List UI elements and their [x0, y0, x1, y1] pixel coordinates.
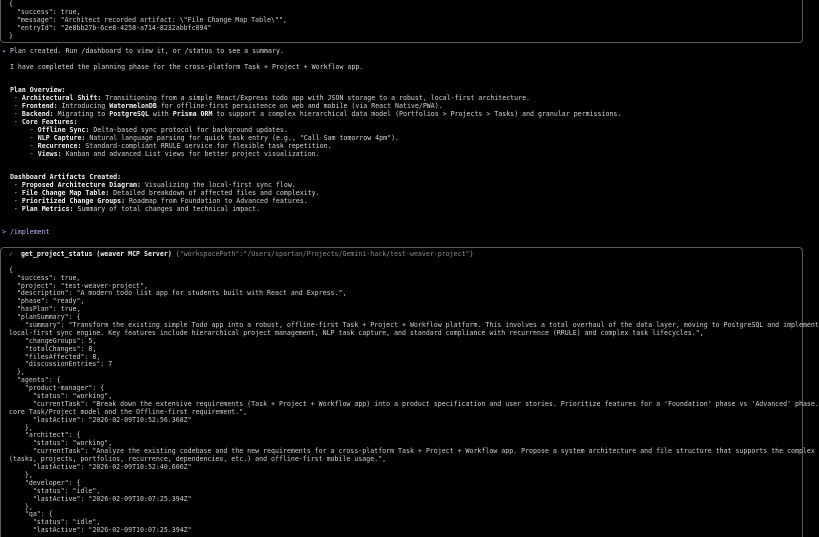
- prompt-icon: >: [2, 228, 6, 237]
- json-line: local-first sync engine. Key features include hierarchical project management, NLP task capture, and standard compliance with recurrence (RRULE) and complex task lifecycles.",: [9, 328, 704, 337]
- plan-overview-heading: Plan Overview:: [9, 86, 66, 95]
- json-line: "entryId": "2e8bb27b-6ce8-4258-a714-8232abbfc094": [9, 23, 212, 32]
- json-line: "currentTask": "Analyze the existing codebase and the new requirements for a cross-platform Task + Project + Workflow app. Propose a system architecture and file structure that supports the complex: [9, 447, 815, 456]
- tool-call-panel: [0, 247, 819, 537]
- json-line: }: [9, 31, 13, 40]
- command-text: /implement: [5, 228, 50, 237]
- status-line-2: [2, 64, 802, 72]
- json-line: "developer": {: [9, 478, 81, 487]
- previous-tool-result-panel: [0, 0, 803, 43]
- json-line: "success": true,: [9, 273, 81, 282]
- json-line: "message": "Architect recorded artifact: \"File Change Map Table\"",: [9, 15, 287, 24]
- dashboard-artifacts-heading: Dashboard Artifacts Created:: [9, 173, 122, 182]
- plan-item: - Core Features:: [9, 118, 78, 127]
- tool-args: {"workspacePath":"/Users/spartan/Projects/Gemini-hack/test-weaver-project"}: [171, 250, 474, 258]
- json-line: {: [9, 0, 13, 8]
- json-line: },: [9, 470, 33, 479]
- json-line: "changeGroups": 5,: [9, 336, 97, 345]
- json-line: core Task/Project model and the Offline-first requirement.",: [9, 407, 248, 416]
- status-text-2: I have completed the planning phase for the cross-platform Task + Project + Workflow app.: [9, 62, 364, 71]
- plan-subitem: - Offline Sync: Delta-based sync protocol for background updates.: [9, 125, 288, 134]
- json-line: (tasks, projects, portfolios, recurrence, dependencies, etc.) and offline-first mobile usage.",: [9, 455, 387, 464]
- tool-result-json: [9, 265, 819, 535]
- user-command: [2, 229, 802, 237]
- json-line: "summary": "Transform the existing simple Todo app into a robust, offline-first Task + Project + Workflow platform. This involves a total overhaul of the data layer, moving to PostgreSQL and implement: [9, 321, 819, 330]
- json-line: "status": "idle",: [9, 486, 101, 495]
- json-line: "lastActive": "2026-02-09T10:52:40.606Z": [9, 463, 192, 472]
- json-line: "description": "A modern todo list app for students built with React and Express.",: [9, 289, 347, 298]
- json-line: "phase": "ready",: [9, 297, 85, 306]
- artifact-item: - Prioritized Change Groups: Roadmap from Foundation to Advanced features.: [2, 196, 308, 205]
- check-icon: ✓: [9, 250, 13, 258]
- json-line: "hasPlan": true,: [9, 305, 81, 314]
- plan-item: - Architectural Shift: Transitioning from a simple React/Express todo app with JSON storage to a robust, local-first architecture.: [9, 94, 531, 103]
- status-line: [2, 48, 802, 56]
- json-line: "lastActive": "2026-02-09T10:52:56.368Z": [9, 415, 192, 424]
- json-line: "status": "working",: [9, 392, 113, 401]
- json-line: "product-manager": {: [9, 384, 105, 393]
- json-line: "filesAffected": 8,: [9, 352, 101, 361]
- json-line: },: [9, 423, 33, 432]
- json-line: "project": "test-weaver-project",: [9, 281, 148, 290]
- tool-name: get_project_status (weaver MCP Server): [20, 250, 172, 258]
- json-line: "qa": {: [9, 510, 53, 519]
- artifact-item: - File Change Map Table: Detailed breakdown of affected files and complexity.: [2, 189, 320, 198]
- json-line: "architect": {: [9, 431, 81, 440]
- json-line: "totalChanges": 8,: [9, 344, 97, 353]
- plan-subitem: - NLP Capture: Natural language parsing for quick task entry (e.g., "Call Sam tomorrow 4pm").: [9, 133, 400, 142]
- artifact-item: - Proposed Architecture Diagram: Visualizing the local-first sync flow.: [2, 181, 296, 190]
- json-line: "agents": {: [9, 376, 61, 385]
- plan-item: - Backend: Migrating to PostgreSQL with Prisma ORM to support a complex hierarchical data model (Portfolios > Projects > Tasks) and granular permissions.: [9, 110, 622, 119]
- tool-call-header: [9, 251, 802, 259]
- assistant-message: [2, 48, 802, 237]
- json-line: "success": true,: [9, 7, 81, 16]
- sparkle-icon: ✦: [2, 47, 6, 55]
- plan-subitem: - Recurrence: Standard-compliant RRULE service for flexible task repetition.: [9, 141, 332, 150]
- status-text: Plan created. Run /dashboard to view it, or /status to see a summary.: [9, 47, 284, 55]
- artifact-item: - Plan Metrics: Summary of total changes and technical impact.: [2, 204, 261, 213]
- json-line: "planSummary": {: [9, 313, 81, 322]
- json-line: "status": "idle",: [9, 518, 101, 527]
- json-line: "lastActive": "2026-02-09T10:07:25.394Z": [9, 494, 192, 503]
- json-line: "currentTask": "Break down the extensive requirements (Task + Project + Workflow app) into a product specification and user stories. Prioritize features for a 'Foundation' phase vs 'Advanced' phase.: [9, 399, 819, 408]
- json-line: },: [9, 502, 33, 511]
- json-line: {: [9, 265, 13, 274]
- plan-item: - Frontend: Introducing WatermelonDB for offline-first persistence on web and mobile (via React Native/PWA).: [9, 102, 443, 111]
- json-line: "discussionEntries": 7: [9, 360, 113, 369]
- json-line: "status": "working",: [9, 439, 113, 448]
- json-line: "lastActive": "2026-02-09T10:07:25.394Z": [9, 526, 192, 535]
- json-line: },: [9, 368, 25, 377]
- plan-subitem: - Views: Kanban and advanced List views for better project visualization.: [9, 149, 320, 158]
